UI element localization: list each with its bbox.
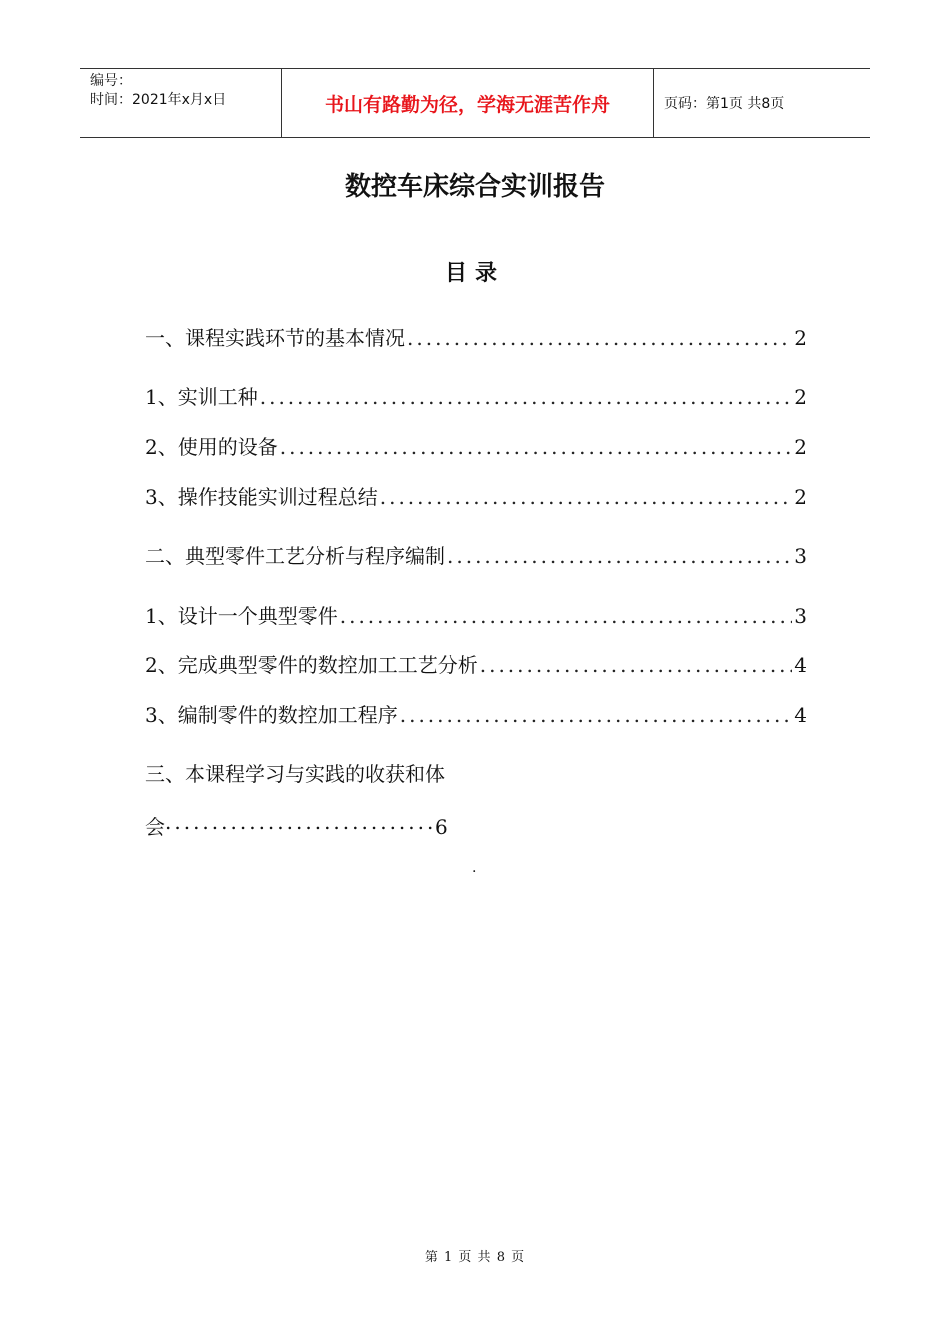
- page-footer: 第 1 页 共 8 页: [424, 1250, 526, 1265]
- motto: 书山有路勤为径，学海无涯苦作舟: [282, 69, 654, 137]
- toc-leader-dots: [165, 810, 435, 834]
- toc-entry-text: 二、典型零件工艺分析与程序编制: [145, 544, 445, 568]
- toc-entry-page: 4: [794, 703, 807, 727]
- number-label: 编号：: [90, 73, 132, 89]
- toc-leader-dots: [380, 485, 793, 509]
- toc-leader-dots: [480, 653, 793, 677]
- toc-leader-dots: [280, 435, 793, 459]
- toc-entry-page: 3: [794, 544, 807, 568]
- toc-entry-text: 1、设计一个典型零件: [145, 604, 338, 628]
- page-info: 页码：第1页 共8页: [664, 96, 785, 112]
- toc-entry-page: 4: [794, 653, 807, 677]
- toc-leader-dots: [260, 385, 793, 409]
- toc-entry[interactable]: [145, 481, 807, 515]
- toc-entry-text: 1、实训工种: [145, 385, 258, 409]
- toc-entry[interactable]: [145, 381, 807, 415]
- toc-entry-page: 2: [794, 485, 807, 509]
- toc-heading: 目录: [444, 261, 505, 286]
- toc-entry[interactable]: [145, 540, 807, 574]
- toc-leader-dots: [407, 326, 792, 350]
- toc-entry[interactable]: [145, 649, 807, 683]
- toc-leader-dots: [400, 703, 793, 727]
- toc-entry-text: 一、课程实践环节的基本情况: [145, 326, 405, 350]
- toc-entry-text: 2、使用的设备: [145, 435, 278, 459]
- toc-entry-page: 2: [794, 435, 807, 459]
- toc-leader-dots: [340, 604, 793, 628]
- stray-dot: .: [472, 860, 477, 876]
- toc-entry-text: 3、操作技能实训过程总结: [145, 485, 378, 509]
- toc-entry-wrapped-line1[interactable]: 三、本课程学习与实践的收获和体: [145, 762, 445, 786]
- toc-entry-text: 2、完成典型零件的数控加工工艺分析: [145, 653, 478, 677]
- toc-entry-page: 2: [794, 326, 807, 350]
- toc-entry-page: 2: [794, 385, 807, 409]
- toc-entry-text: 3、编制零件的数控加工程序: [145, 703, 398, 727]
- toc-entry-text: 会: [145, 815, 165, 839]
- toc-entry[interactable]: [145, 431, 807, 465]
- document-title: 数控车床综合实训报告: [344, 172, 605, 202]
- toc-entry-wrapped-line2[interactable]: [145, 810, 448, 840]
- toc-entry[interactable]: [145, 600, 807, 634]
- toc-entry-page: 6: [435, 815, 448, 839]
- header-meta-cell: [80, 69, 282, 137]
- time-label: 时间：2021年x月x日: [90, 92, 227, 108]
- toc-entry-page: 3: [794, 604, 807, 628]
- header-table: [80, 68, 870, 138]
- toc-entry[interactable]: [145, 699, 807, 733]
- toc-leader-dots: [447, 544, 792, 568]
- toc-entry[interactable]: [145, 322, 807, 356]
